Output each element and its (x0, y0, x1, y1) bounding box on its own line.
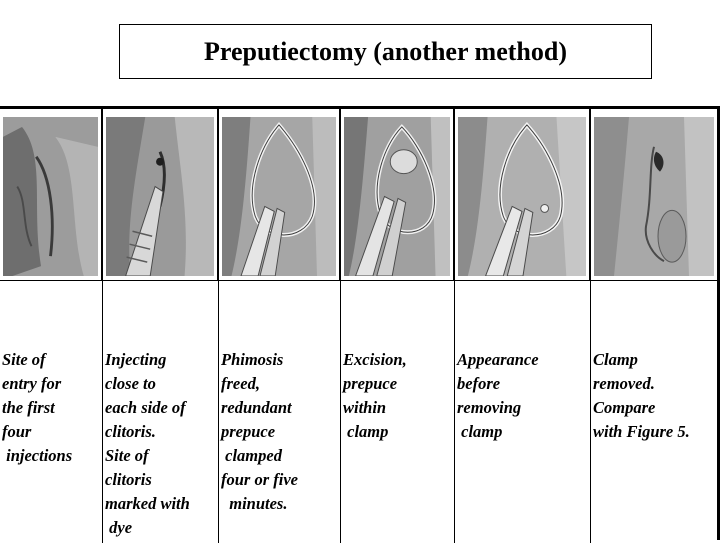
figure-1-photo (0, 109, 103, 281)
figure-4-photo (341, 109, 455, 281)
figure-table (0, 106, 720, 540)
figure-6-photo (591, 109, 717, 281)
figure-3-photo (219, 109, 341, 281)
figure-5-caption-cell (455, 281, 591, 543)
figure-3-caption-cell (219, 281, 341, 543)
anatomy-photo-icon (3, 117, 98, 276)
figure-5-caption: Appearance before removing clamp (457, 350, 539, 441)
figure-2-caption-cell (103, 281, 219, 543)
figure-3-caption: Phimosis freed, redundant prepuce clamped four or five minutes. (221, 350, 298, 513)
figure-2-photo (103, 109, 219, 281)
figure-5-photo (455, 109, 591, 281)
figure-1-caption: Site of entry for the first four injections (2, 350, 73, 465)
figure-6-caption: Clamp removed. Compare with Figure 5. (593, 350, 690, 441)
clamp-photo-icon (222, 117, 336, 276)
figure-6-caption-cell (591, 281, 717, 543)
clamp-photo-icon (458, 117, 586, 276)
figure-4-caption: Excision, prepuce within clamp (343, 350, 407, 441)
figure-2-caption: Injecting close to each side of clitoris. Site of clitoris marked with dye (105, 350, 190, 537)
excision-photo-icon (344, 117, 450, 276)
figure-1-caption-cell (0, 281, 103, 543)
injection-photo-icon (106, 117, 214, 276)
figure-4-caption-cell (341, 281, 455, 543)
slide-title: Preputiectomy (another method) (119, 24, 652, 79)
anatomy-photo-icon (594, 117, 714, 276)
